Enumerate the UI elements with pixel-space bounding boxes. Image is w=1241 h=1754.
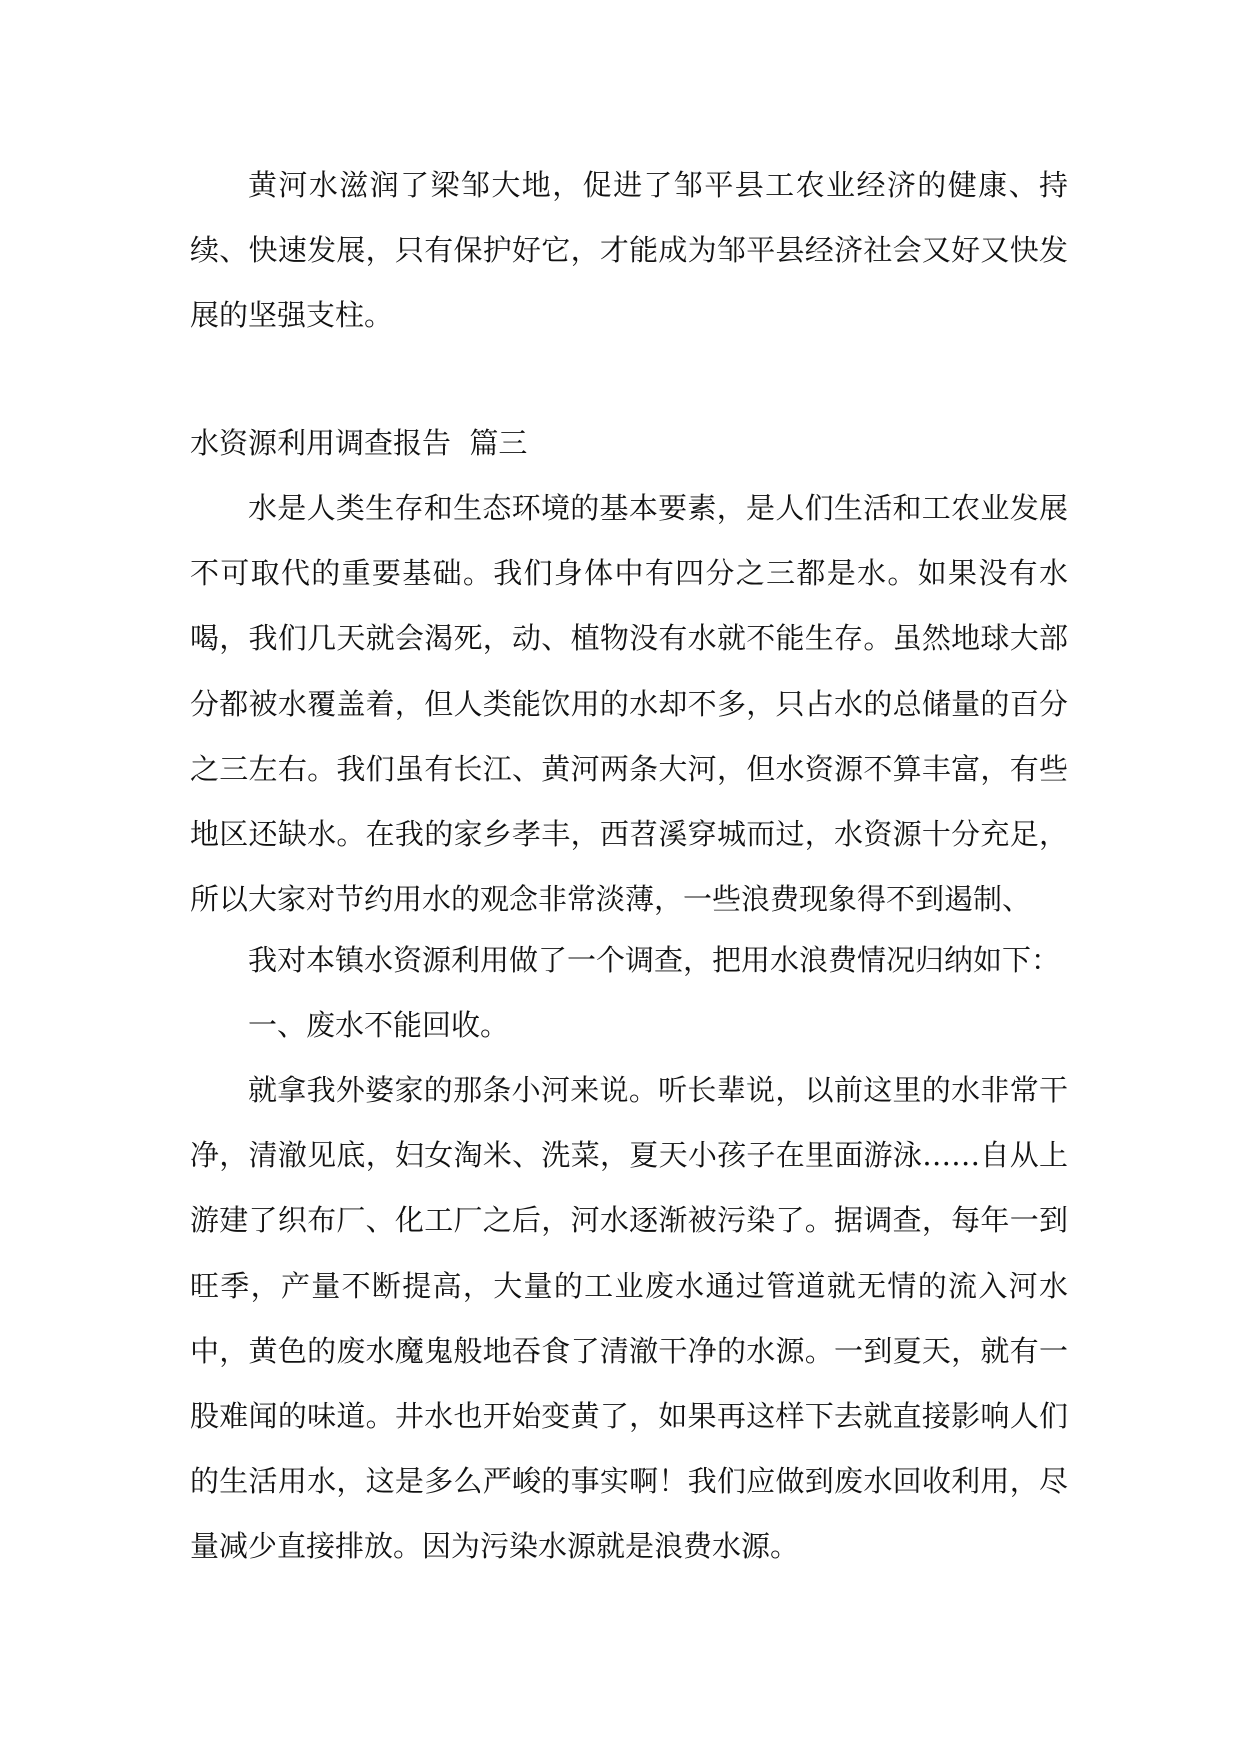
paragraph-survey-intro: 我对本镇水资源利用做了一个调查，把用水浪费情况归纳如下：: [248, 943, 1061, 977]
paragraph-river-pollution: 就拿我外婆家的那条小河来说。听长辈说，以前这里的水非常干净，清澈见底，妇女淘米、洗菜，夏天小孩子在里面游泳……自从上游建了织布厂、化工厂之后，河水逐渐被污染了。据调查，每年一到旺季，产量不断提高，大量的工业废水通过管道就无情的流入河水中，黄色的废水魔鬼般地吞食了清澈干净的水源。一到夏天，就有一股难闻的味道。井水也开始变黄了，如果再这样下去就直接影响人们的生活用水，这是多么严峻的事实啊！我们应做到废水回收利用，尽量减少直接排放。因为污染水源就是浪费水源。: [190, 1073, 1068, 1564]
paragraph-yellow-river: 黄河水滋润了梁邹大地，促进了邹平县工农业经济的健康、持续、快速发展，只有保护好它，才能成为邹平县经济社会又好又快发展的坚强支柱。: [190, 168, 1068, 333]
paragraph-water-intro: 水是人类生存和生态环境的基本要素，是人们生活和工农业发展不可取代的重要基础。我们身体中有四分之三都是水。如果没有水喝，我们几天就会渴死，动、植物没有水就不能生存。虽然地球大部分都被水覆盖着，但人类能饮用的水却不多，只占水的总储量的百分之三左右。我们虽有长江、黄河两条大河，但水资源不算丰富，有些地区还缺水。在我的家乡孝丰，西苕溪穿城而过，水资源十分充足，所以大家对节约用水的观念非常淡薄，一些浪费现象得不到遏制、: [190, 491, 1068, 917]
list-item-wastewater: 一、废水不能回收。: [248, 1008, 510, 1042]
section-heading: 水资源利用调查报告 篇三: [190, 426, 528, 460]
